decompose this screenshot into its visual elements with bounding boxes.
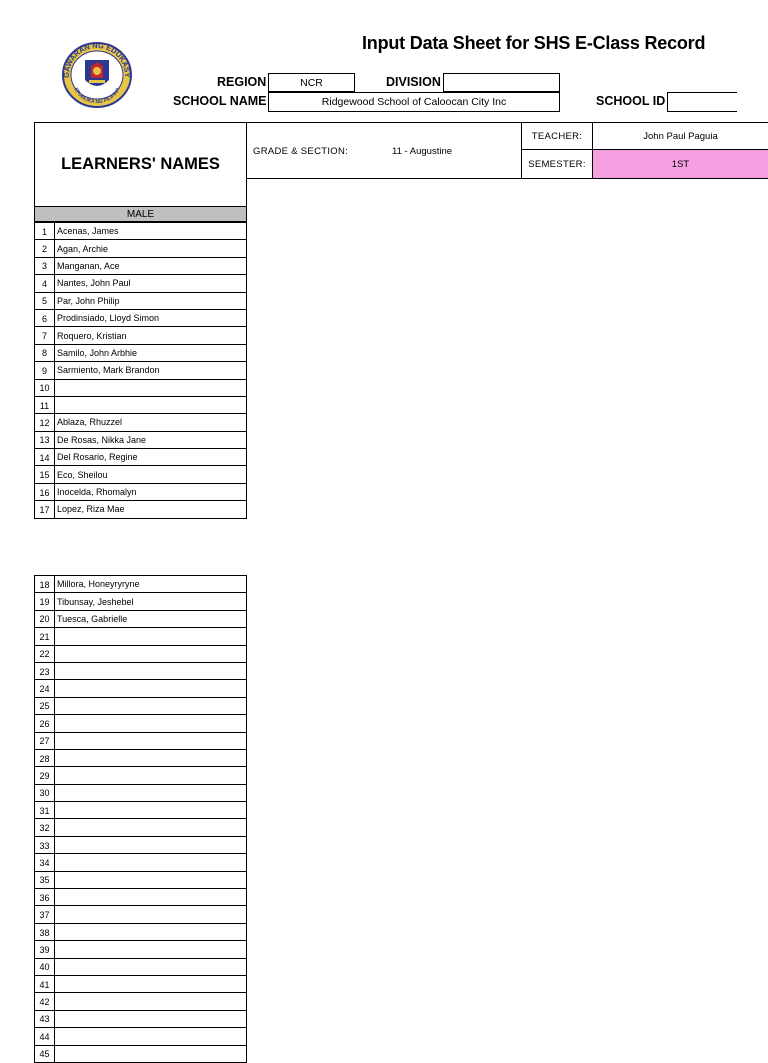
row-number: 5 — [35, 292, 55, 309]
row-number: 2 — [35, 240, 55, 257]
learner-name-cell[interactable]: Eco, Sheilou — [55, 466, 247, 483]
learner-name-cell[interactable] — [55, 1010, 247, 1027]
table-row — [35, 576, 247, 593]
row-number: 10 — [35, 379, 55, 396]
row-number: 28 — [35, 749, 55, 766]
table-row — [35, 802, 247, 819]
learner-name-cell[interactable] — [55, 379, 247, 396]
learner-name-cell[interactable] — [55, 662, 247, 679]
table-row — [35, 662, 247, 679]
learner-name-cell[interactable]: Tibunsay, Jeshebel — [55, 593, 247, 610]
table-row — [35, 836, 247, 853]
table-row — [35, 628, 247, 645]
row-number: 37 — [35, 906, 55, 923]
learner-name-cell[interactable] — [55, 396, 247, 413]
table-row — [35, 906, 247, 923]
learner-name-cell[interactable]: Samilo, John Arbhie — [55, 344, 247, 361]
learner-name-cell[interactable] — [55, 1045, 247, 1062]
row-number: 15 — [35, 466, 55, 483]
table-row — [35, 975, 247, 992]
learner-name-cell[interactable] — [55, 958, 247, 975]
row-number: 31 — [35, 802, 55, 819]
table-row — [35, 923, 247, 940]
row-number: 40 — [35, 958, 55, 975]
row-number: 32 — [35, 819, 55, 836]
learner-name-cell[interactable]: Lopez, Riza Mae — [55, 501, 247, 518]
table-row — [35, 257, 247, 274]
school-id-label: SCHOOL ID — [596, 94, 666, 108]
row-number: 9 — [35, 362, 55, 379]
table-row — [35, 431, 247, 448]
table-row — [35, 240, 247, 257]
table-row — [35, 941, 247, 958]
learner-name-cell[interactable]: Tuesca, Gabrielle — [55, 610, 247, 627]
row-number: 11 — [35, 396, 55, 413]
row-number: 19 — [35, 593, 55, 610]
row-number: 42 — [35, 993, 55, 1010]
learner-name-cell[interactable] — [55, 697, 247, 714]
learner-name-cell[interactable]: De Rosas, Nikka Jane — [55, 431, 247, 448]
table-row — [35, 327, 247, 344]
table-row — [35, 1010, 247, 1027]
school-id-field[interactable] — [667, 92, 737, 112]
learner-name-cell[interactable] — [55, 802, 247, 819]
table-row — [35, 697, 247, 714]
row-number: 18 — [35, 576, 55, 593]
table-row — [35, 610, 247, 627]
learner-name-cell[interactable] — [55, 906, 247, 923]
semester-value[interactable]: 1ST — [593, 150, 768, 178]
learner-name-cell[interactable]: Millora, Honeyryryne — [55, 576, 247, 593]
row-number: 26 — [35, 715, 55, 732]
learner-name-cell[interactable]: Nantes, John Paul — [55, 275, 247, 292]
row-number: 27 — [35, 732, 55, 749]
learner-name-cell[interactable] — [55, 889, 247, 906]
grade-section-value[interactable]: 11 - Augustine — [392, 146, 453, 157]
region-label: REGION — [217, 75, 267, 89]
logo-bottom-text: EPUBLIKA NG PILIPINA — [72, 86, 122, 106]
learner-name-cell[interactable]: Manganan, Ace — [55, 257, 247, 274]
table-row — [35, 501, 247, 518]
learner-name-cell[interactable] — [55, 871, 247, 888]
table-row — [35, 1045, 247, 1062]
table-row — [35, 292, 247, 309]
learner-name-cell[interactable] — [55, 715, 247, 732]
teacher-cell — [521, 122, 768, 150]
row-number: 22 — [35, 645, 55, 662]
row-number: 7 — [35, 327, 55, 344]
table-row — [35, 275, 247, 292]
row-number: 41 — [35, 975, 55, 992]
row-number: 38 — [35, 923, 55, 940]
table-row — [35, 223, 247, 240]
row-number: 36 — [35, 889, 55, 906]
row-number: 8 — [35, 344, 55, 361]
teacher-value[interactable]: John Paul Paguia — [643, 130, 718, 142]
row-number: 20 — [35, 610, 55, 627]
learner-name-cell[interactable]: Inocelda, Rhomalyn — [55, 483, 247, 500]
learner-name-cell[interactable] — [55, 749, 247, 766]
row-number: 44 — [35, 1028, 55, 1045]
learner-roster-bottom — [34, 575, 247, 1063]
table-row — [35, 993, 247, 1010]
row-number: 1 — [35, 223, 55, 240]
table-row — [35, 309, 247, 326]
row-number: 43 — [35, 1010, 55, 1027]
learner-name-cell[interactable] — [55, 628, 247, 645]
table-row — [35, 784, 247, 801]
division-field[interactable] — [443, 73, 560, 92]
learner-name-cell[interactable]: Ablaza, Rhuzzel — [55, 414, 247, 431]
row-number: 35 — [35, 871, 55, 888]
learner-name-cell[interactable] — [55, 836, 247, 853]
row-number: 45 — [35, 1045, 55, 1062]
table-row — [35, 715, 247, 732]
learner-name-cell[interactable]: Par, John Philip — [55, 292, 247, 309]
learner-name-cell[interactable] — [55, 975, 247, 992]
logo-ring-text: GAWARAN NG EDUKASY — [61, 40, 133, 79]
table-row — [35, 819, 247, 836]
table-row — [35, 958, 247, 975]
row-number: 17 — [35, 501, 55, 518]
table-row — [35, 889, 247, 906]
learner-name-cell[interactable]: Del Rosario, Regine — [55, 449, 247, 466]
school-name-field[interactable]: Ridgewood School of Caloocan City Inc — [268, 92, 560, 112]
learner-name-cell[interactable] — [55, 732, 247, 749]
row-number: 13 — [35, 431, 55, 448]
row-number: 12 — [35, 414, 55, 431]
row-number: 21 — [35, 628, 55, 645]
table-row — [35, 379, 247, 396]
learner-name-cell[interactable]: Roquero, Kristian — [55, 327, 247, 344]
table-row — [35, 854, 247, 871]
division-label: DIVISION — [386, 75, 441, 89]
learner-name-cell[interactable] — [55, 819, 247, 836]
table-row — [35, 396, 247, 413]
male-section-header: MALE — [34, 206, 247, 222]
learner-name-cell[interactable] — [55, 767, 247, 784]
learner-name-cell[interactable]: Acenas, James — [55, 223, 247, 240]
learner-name-cell[interactable] — [55, 784, 247, 801]
row-number: 16 — [35, 483, 55, 500]
grade-section-cell — [247, 122, 521, 179]
learner-name-cell[interactable]: Sarmiento, Mark Brandon — [55, 362, 247, 379]
row-number: 3 — [35, 257, 55, 274]
learner-name-cell[interactable] — [55, 993, 247, 1010]
learner-name-cell[interactable] — [55, 645, 247, 662]
learner-name-cell[interactable]: Prodinsiado, Lloyd Simon — [55, 309, 247, 326]
row-number: 29 — [35, 767, 55, 784]
learner-name-cell[interactable] — [55, 854, 247, 871]
table-row — [35, 767, 247, 784]
row-number: 24 — [35, 680, 55, 697]
learner-name-cell[interactable] — [55, 923, 247, 940]
table-row — [35, 871, 247, 888]
learner-name-cell[interactable] — [55, 680, 247, 697]
row-number: 6 — [35, 309, 55, 326]
table-row — [35, 680, 247, 697]
learners-names-heading: LEARNERS' NAMES — [34, 122, 247, 206]
row-number: 4 — [35, 275, 55, 292]
row-number: 14 — [35, 449, 55, 466]
table-row — [35, 362, 247, 379]
table-row — [35, 1028, 247, 1045]
learner-roster-top — [34, 222, 247, 519]
region-field[interactable]: NCR — [268, 73, 355, 92]
table-row — [35, 483, 247, 500]
learner-name-cell[interactable] — [55, 1028, 247, 1045]
table-row — [35, 344, 247, 361]
row-number: 23 — [35, 662, 55, 679]
table-row — [35, 749, 247, 766]
deped-seal-icon — [55, 38, 139, 110]
row-number: 39 — [35, 941, 55, 958]
semester-label: SEMESTER: — [522, 150, 593, 178]
table-row — [35, 732, 247, 749]
page-title: Input Data Sheet for SHS E-Class Record — [362, 33, 706, 53]
row-number: 33 — [35, 836, 55, 853]
row-number: 30 — [35, 784, 55, 801]
grade-section-label: GRADE & SECTION: — [253, 146, 349, 157]
learner-name-cell[interactable] — [55, 941, 247, 958]
table-row — [35, 414, 247, 431]
table-row — [35, 466, 247, 483]
table-row — [35, 645, 247, 662]
teacher-label: TEACHER: — [522, 123, 593, 149]
table-row — [35, 449, 247, 466]
class-info-header — [34, 122, 768, 179]
semester-cell — [521, 150, 768, 179]
table-row — [35, 593, 247, 610]
row-number: 34 — [35, 854, 55, 871]
school-name-label: SCHOOL NAME — [173, 94, 267, 108]
row-number: 25 — [35, 697, 55, 714]
learner-name-cell[interactable]: Agan, Archie — [55, 240, 247, 257]
